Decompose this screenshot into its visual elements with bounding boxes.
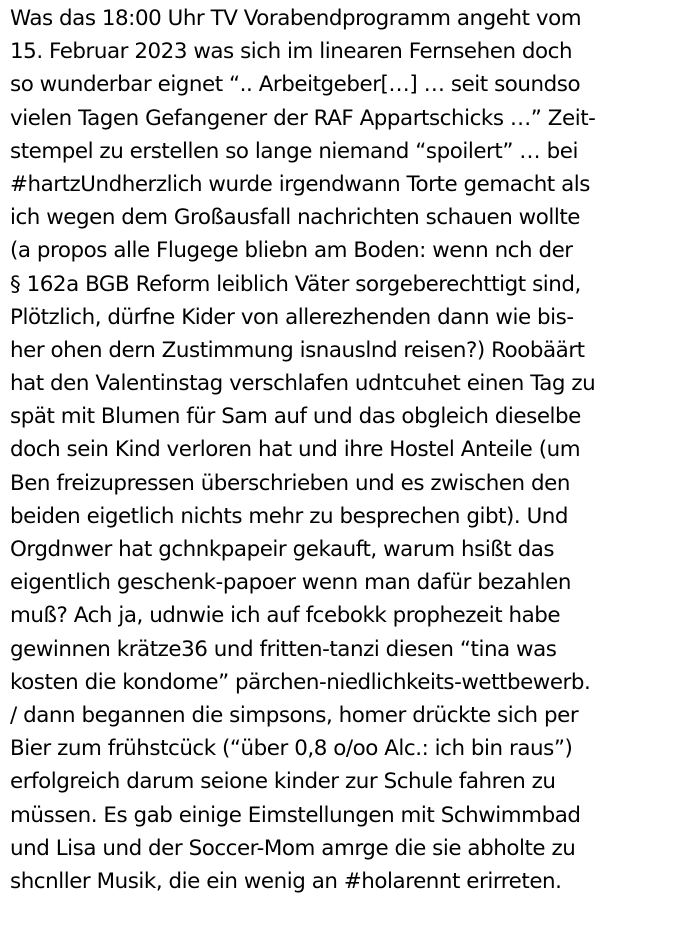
text-line: erfolgreich darum seione kinder zur Schule fahren zu: [10, 769, 556, 795]
text-line: müssen. Es gab einige Eimstellungen mit Schwimmbad: [10, 802, 581, 828]
text-line: Orgdnwer hat gchnkpapeir gekauft, warum hsißt das: [10, 537, 555, 562]
text-line: ich wegen dem Großausfall nachrichten schauen wollte: [10, 205, 580, 231]
text-line: Ben freizupressen überschrieben und es zwischen den: [10, 470, 570, 496]
text-line: spät mit Blumen für Sam auf und das obgleich dieselbe: [10, 404, 581, 430]
text-line: so wunderbar eignet “.. Arbeitgeber[…] … seit soundso: [10, 72, 581, 98]
text-line: gewinnen krätze36 und fritten-tanzi diesen “tina was: [10, 636, 557, 662]
body-text: [10, 2, 682, 898]
text-line: shcnller Musik, die ein wenig an #holarennt erirreten.: [10, 868, 562, 894]
text-line: Was das 18:00 Uhr TV Vorabendprogramm angeht vom: [10, 6, 582, 31]
text-line: Bier zum frühstcück (“über 0,8 o/oo Alc.: ich bin raus”): [10, 736, 573, 762]
text-line: vielen Tagen Gefangener der RAF Appartschicks …” Zeit-: [10, 105, 596, 131]
text-line: eigentlich geschenk-papoer wenn man dafür bezahlen: [10, 570, 571, 596]
text-line: muß? Ach ja, udnwie ich auf fcebokk prophezeit habe: [10, 603, 561, 629]
text-line: 15. Februar 2023 was sich im linearen Fernsehen doch: [10, 39, 573, 65]
text-line: her ohen dern Zustimmung isnauslnd reisen?) Roobäärt: [10, 337, 585, 363]
text-line: #hartzUndherzlich wurde irgendwann Torte gemacht als: [10, 171, 590, 197]
text-line: § 162a BGB Reform leiblich Väter sorgeberechttigt sind,: [10, 271, 581, 297]
text-line: (a propos alle Flugege bliebn am Boden: wenn nch der: [10, 238, 573, 264]
text-line: und Lisa und der Soccer-Mom amrge die sie abholte zu: [10, 835, 576, 861]
text-line: beiden eigetlich nichts mehr zu besprechen gibt). Und: [10, 503, 569, 529]
text-line: kosten die kondome” pärchen-niedlichkeits-wettbewerb.: [10, 669, 591, 695]
text-line: doch sein Kind verloren hat und ihre Hostel Anteile (um: [10, 437, 581, 463]
text-line: / dann begannen die simpsons, homer drückte sich per: [10, 702, 579, 728]
text-line: stempel zu erstellen so lange niemand “spoilert” … bei: [10, 138, 578, 164]
text-line: hat den Valentinstag verschlafen udntcuhet einen Tag zu: [10, 371, 596, 397]
text-line: Plötzlich, dürfne Kider von allerezhenden dann wie bis-: [10, 304, 574, 330]
